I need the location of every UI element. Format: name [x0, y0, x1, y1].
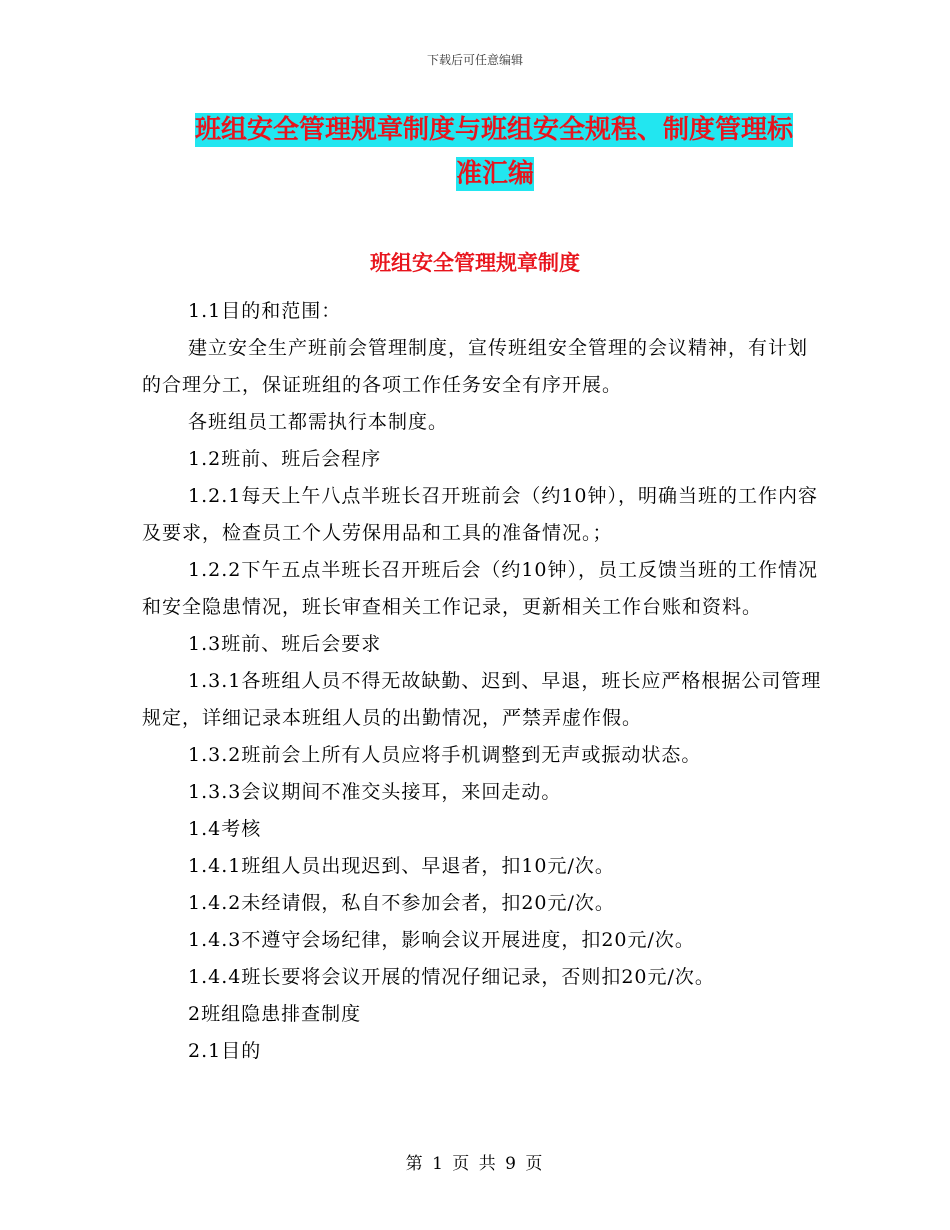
paragraph: 1.4.3不遵守会场纪律，影响会议开展进度，扣20元/次。 [188, 929, 695, 951]
paragraph: 1.4考核 [188, 818, 262, 840]
paragraph: 1.4.1班组人员出现迟到、早退者，扣10元/次。 [188, 855, 615, 877]
paragraph: 建立安全生产班前会管理制度，宣传班组安全管理的会议精神，有计划的合理分工，保证班组的各项工作任务安全有序开展。 [142, 337, 809, 396]
paragraph: 1.3班前、班后会要求 [188, 633, 382, 655]
section-title: 班组安全管理规章制度 [370, 251, 580, 275]
paragraph: 1.4.2未经请假，私自不参加会者，扣20元/次。 [188, 892, 615, 914]
document-body [142, 293, 822, 1070]
paragraph: 1.2.1每天上午八点半班长召开班前会（约10钟），明确当班的工作内容及要求，检查员工个人劳保用品和工具的准备情况。； [142, 485, 819, 544]
paragraph: 1.4.4班长要将会议开展的情况仔细记录，否则扣20元/次。 [188, 966, 715, 988]
paragraph: 1.2.2下午五点半班长召开班后会（约10钟），员工反馈当班的工作情况和安全隐患情况，班长审查相关工作记录，更新相关工作台账和资料。 [142, 559, 819, 618]
paragraph: 1.3.1各班组人员不得无故缺勤、迟到、早退，班长应严格根据公司管理规定，详细记录本班组人员的出勤情况，严禁弄虚作假。 [142, 670, 822, 729]
paragraph: 1.1目的和范围： [188, 300, 342, 322]
paragraph: 2班组隐患排查制度 [188, 1003, 362, 1025]
header-note: 下载后可任意编辑 [426, 53, 523, 67]
title-line-1: 班组安全管理规章制度与班组安全规程、制度管理标 [195, 115, 794, 145]
page-footer: 第 1 页 共 9 页 [405, 1154, 545, 1174]
paragraph: 2.1目的 [188, 1040, 262, 1062]
paragraph: 1.3.2班前会上所有人员应将手机调整到无声或振动状态。 [188, 744, 702, 766]
paragraph: 1.2班前、班后会程序 [188, 448, 382, 470]
title-line-2: 准汇编 [455, 159, 534, 189]
paragraph: 各班组员工都需执行本制度。 [188, 411, 449, 433]
document-title [195, 108, 805, 196]
paragraph: 1.3.3会议期间不准交头接耳，来回走动。 [188, 781, 562, 803]
